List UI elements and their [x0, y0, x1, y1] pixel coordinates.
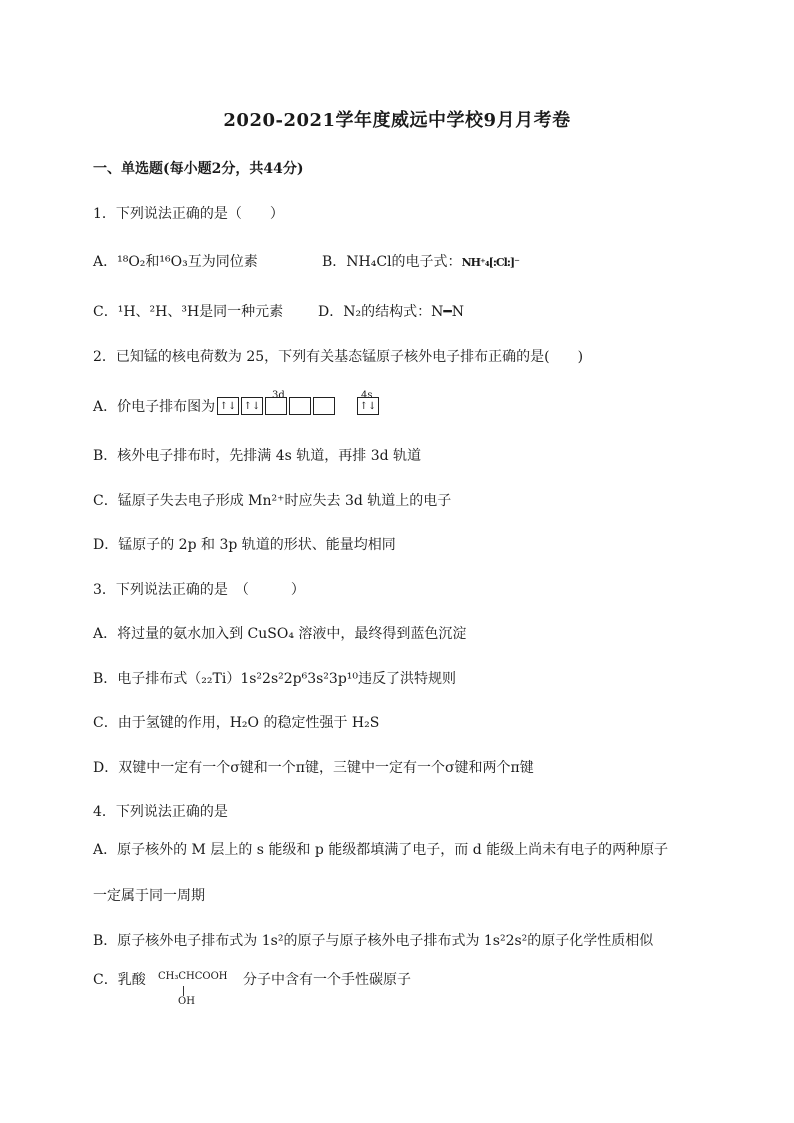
q2-option-d: D．锰原子的 2p 和 3p 轨道的形状、能量均相同 — [93, 537, 396, 553]
orbital-box-3d-2: ↑↓ — [241, 397, 263, 415]
orbital-box-3d-3 — [265, 397, 287, 415]
q4-option-a-continued: 一定属于同一周期 — [93, 888, 205, 904]
q2-option-c: C．锰原子失去电子形成 Mn²⁺时应失去 3d 轨道上的电子 — [93, 493, 452, 509]
q4-option-b: B．原子核外电子排布式为 1s²的原子与原子核外电子排布式为 1s²2s²的原子化学性质相似 — [93, 933, 654, 949]
q4-option-a: A．原子核外的 M 层上的 s 能级和 p 能级都填满了电子，而 d 能级上尚未有电子的两种原子 — [93, 842, 669, 858]
q2-stem: 2．已知锰的核电荷数为 25，下列有关基态锰原子核外电子排布正确的是( ) — [93, 349, 584, 365]
q3-stem: 3．下列说法正确的是 （ ） — [93, 582, 305, 598]
lactic-acid-oh: OH — [178, 996, 195, 1007]
orbital-box-3d-1: ↑↓ — [217, 397, 239, 415]
orbital-4s-label: 4s — [361, 390, 373, 401]
q4-option-c-tail: 分子中含有一个手性碳原子 — [243, 972, 411, 988]
orbital-box-4s: ↑↓ — [357, 397, 379, 415]
lactic-acid-formula: CH₃CHCOOH — [158, 971, 228, 982]
lactic-acid-bond — [183, 986, 184, 996]
orbital-box-3d-5 — [313, 397, 335, 415]
q1-option-b-text: B．NH₄Cl的电子式： — [322, 254, 462, 270]
q2-option-b: B．核外电子排布时，先排满 4s 轨道，再排 3d 轨道 — [93, 448, 422, 464]
q1-stem: 1．下列说法正确的是（ ） — [93, 206, 284, 222]
q1-option-c: C．¹H、²H、³H是同一种元素 — [93, 304, 284, 320]
q4-option-c: C．乳酸 — [93, 972, 146, 988]
q3-option-d: D．双键中一定有一个σ键和一个π键，三键中一定有一个σ键和两个π键 — [93, 760, 534, 776]
q1-option-b — [322, 251, 519, 271]
section-heading: 一、单选题(每小题2分，共44分) — [93, 161, 304, 177]
orbital-3d-label: 3d — [272, 390, 285, 401]
q4-stem: 4．下列说法正确的是 — [93, 804, 228, 820]
q1-option-d: D．N₂的结构式：N━N — [318, 304, 465, 320]
q1-option-b-formula: NH⁺₄[:Cl:]⁻ — [461, 256, 519, 269]
orbital-box-3d-4 — [289, 397, 311, 415]
q3-option-c: C．由于氢键的作用，H₂O 的稳定性强于 H₂S — [93, 715, 380, 731]
q2-option-a: A．价电子排布图为 — [93, 399, 216, 415]
page-title: 2020-2021学年度威远中学校9月月考卷 — [223, 110, 571, 131]
q3-option-a: A．将过量的氨水加入到 CuSO₄ 溶液中，最终得到蓝色沉淀 — [93, 626, 467, 642]
q3-option-b: B．电子排布式（₂₂Ti）1s²2s²2p⁶3s²3p¹⁰违反了洪特规则 — [93, 671, 457, 687]
q1-option-a: A．¹⁸O₂和¹⁶O₃互为同位素 — [93, 254, 258, 270]
